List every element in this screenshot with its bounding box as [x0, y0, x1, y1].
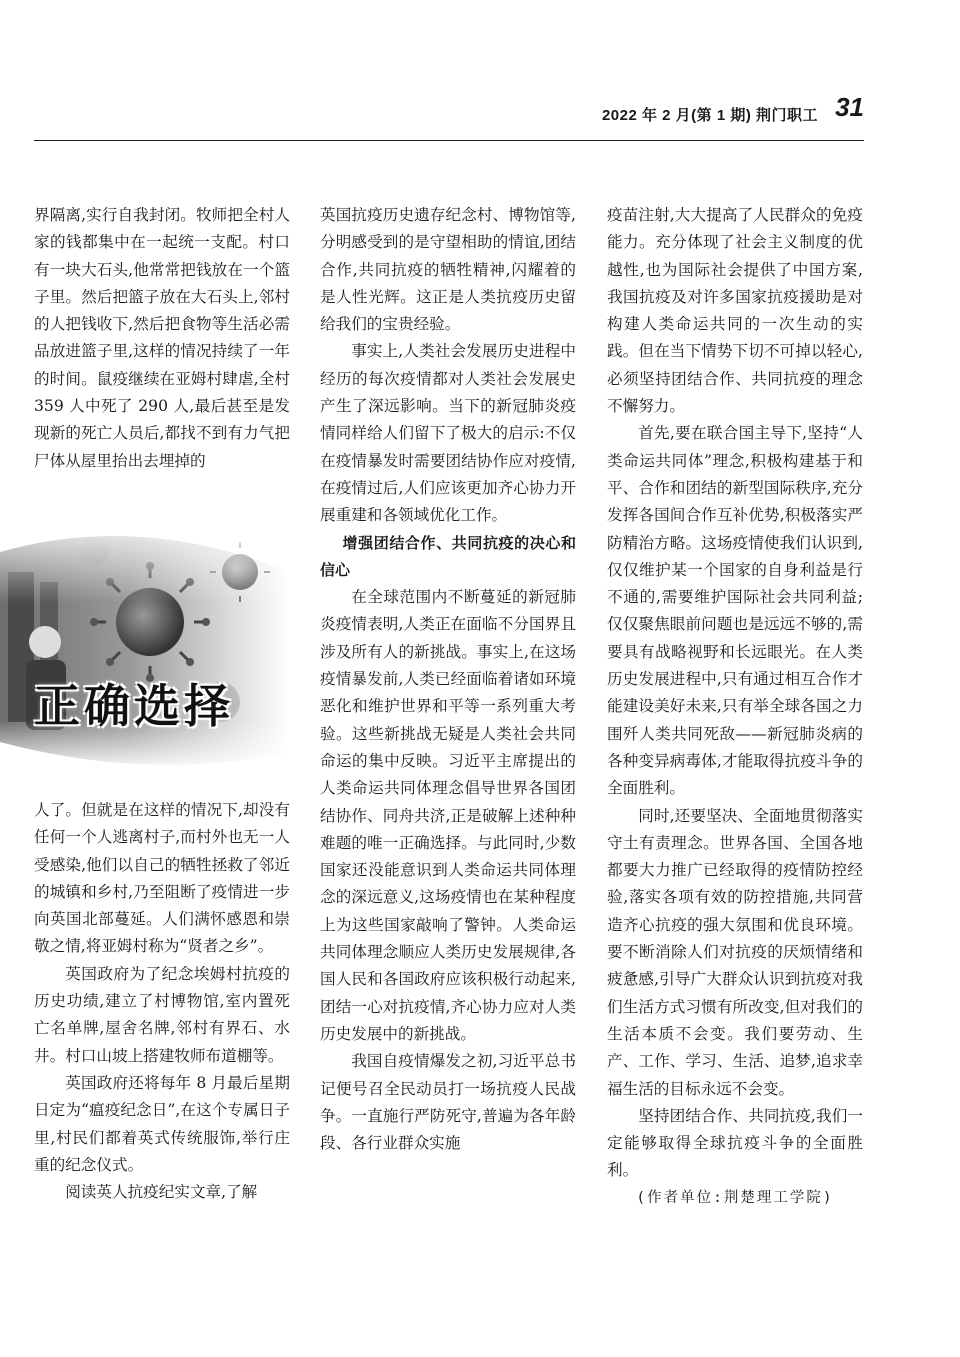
paragraph: 疫苗注射,大大提高了人民群众的免疫能力。充分体现了社会主义制度的优越性,也为国际社会提供了中国方案,我国抗疫及对许多国家抗疫援助是对构建人类命运共同的一次生动的实践。但在当下情势下切不可掉以轻心,必须坚持团结合作、共同抗疫的理念不懈努力。 — [607, 206, 863, 416]
paragraph: 在全球范围内不断蔓延的新冠肺炎疫情表明,人类正在面临不分国界且涉及所有人的新挑战。事实上,在这场疫情暴发前,人类已经面临着诸如环境恶化和维护世界和平等一系列重大考验。这些新挑战无疑是人类社会共同命运的集中反映。习近平主席提出的人类命运共同体理念倡导世界各国团结协作、同舟共济,正是破解上述种种难题的唯一正确选择。与此同时,少数国家还没能意识到人类命运共同体理念的深远意义,这场疫情也在某种程度上为这些国家敲响了警钟。人类命运共同体理念顺应人类历史发展规律,各国人民和各国政府应该积极行动起来,团结一心对抗疫情,齐心协力应对人类历史发展中的新挑战。 — [320, 588, 576, 1043]
author-byline: (作者单位:荆楚理工学院) — [636, 1189, 834, 1206]
paragraph: 事实上,人类社会发展历史进程中经历的每次疫情都对人类社会发展史产生了深远影响。当下的新冠肺炎疫情同样给人们留下了极大的启示:不仅在疫情暴发时需要团结协作应对疫情,在疫情过后,人们应该更加齐心协力开展重建和各领域优化工作。 — [320, 342, 576, 525]
column-1-top — [34, 202, 290, 475]
paragraph: 我国自疫情爆发之初,习近平总书记便号召全民动员打一场抗疫人民战争。一直施行严防死守,普遍为各年龄段、各行业群众实施 — [320, 1052, 576, 1153]
issue-info: 2022 年 2 月(第 1 期) 荆门职工 — [601, 107, 818, 124]
paragraph: 首先,要在联合国主导下,坚持“人类命运共同体”理念,积极构建基于和平、合作和团结的新型国际秩序,充分发挥各国间合作互补优势,积极落实严防精治方略。这场疫情使我们认识到,仅仅维护某一个国家的自身利益是行不通的,需要维护国际社会共同利益;仅仅聚焦眼前问题也是远远不够的,需要具有战略视野和长远眼光。在人类历史发展进程中,只有通过相互合作才能建设美好未来,只有举全球各国之力围歼人类共同死敌——新冠肺炎病的各种变异病毒体,才能取得抗疫斗争的全面胜利。 — [607, 424, 863, 798]
column-3 — [607, 202, 863, 1212]
paragraph: 阅读英人抗疫纪实文章,了解 — [65, 1183, 258, 1202]
paragraph: 界隔离,实行自我封闭。牧师把全村人家的钱都集中在一起统一支配。村口有一块大石头,他常常把钱放在一个篮子里。然后把篮子放在大石头上,邻村的人把钱收下,然后把食物等生活必需品放进篮子里,这样的情况持续了一年的时间。鼠疫继续在亚姆村肆虐,全村 359 人中死了 290 人,最后甚至是发现新的死亡人员后,都找不到有力气把尸体从屋里抬出去埋掉的 — [34, 206, 290, 470]
paragraph: 英国政府为了纪念埃姆村抗疫的历史功绩,建立了村博物馆,室内置死亡名单牌,屋舍名牌,邻村有界石、水井。村口山坡上搭建牧师布道棚等。 — [34, 964, 290, 1065]
paragraph: 英国抗疫历史遗存纪念村、博物馆等,分明感受到的是守望相助的情谊,团结合作,共同抗疫的牺牲精神,闪耀着的是人性光辉。这正是人类抗疫历史留给我们的宝贵经验。 — [320, 206, 576, 334]
page-number: 31 — [835, 92, 864, 122]
paragraph: 英国政府还将每年 8 月最后星期日定为“瘟疫纪念日”,在这个专属日子里,村民们都着英式传统服饰,举行庄重的纪念仪式。 — [34, 1073, 290, 1174]
illustration-title: 正确选择 — [34, 679, 234, 733]
column-1-bottom — [34, 797, 290, 1206]
section-heading: 增强团结合作、共同抗疫的决心和信心 — [320, 534, 576, 579]
paragraph: 人了。但就是在这样的情况下,却没有任何一个人逃离村子,而村外也无一人受感染,他们以自己的牺牲拯救了邻近的城镇和乡村,乃至阻断了疫情进一步向英国北部蔓延。人们满怀感恩和崇敬之情,将亚姆村称为“贤者之乡”。 — [34, 801, 290, 956]
illustration — [0, 512, 290, 772]
paragraph: 同时,还要坚决、全面地贯彻落实守土有责理念。世界各国、全国各地都要大力推广已经取得的疫情防控经验,落实各项有效的防控措施,共同营造齐心抗疫的强大氛围和优良环境。要不断消除人们对抗疫的厌烦情绪和疲惫感,引导广大群众认识到抗疫对我们生活方式习惯有所改变,但对我们的生活本质不会变。我们要劳动、生产、工作、学习、生活、追梦,追求幸福生活的目标永远不会变。 — [607, 806, 863, 1098]
page-header — [34, 92, 864, 141]
paragraph: 坚持团结合作、共同抗疫,我们一定能够取得全球抗疫斗争的全面胜利。 — [607, 1106, 863, 1180]
column-2 — [320, 202, 576, 1157]
